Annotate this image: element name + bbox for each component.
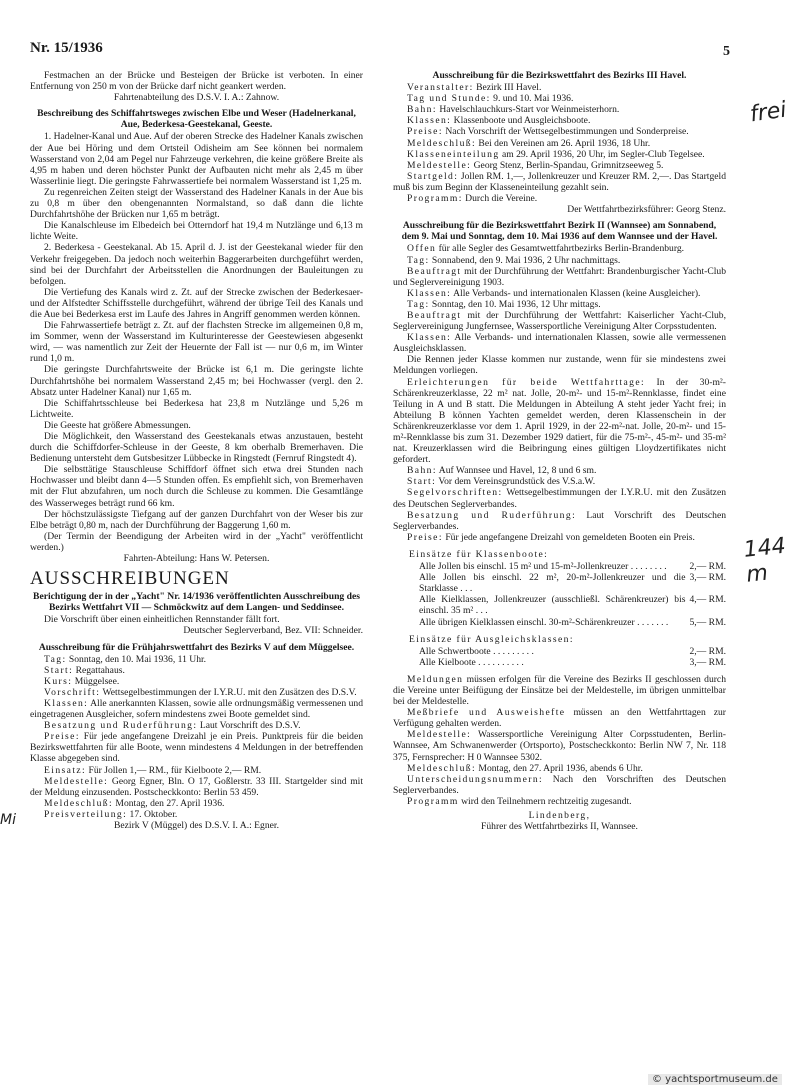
entry-text: Alle Verbands- und internationalen Klassen (keine Ausgleicher). bbox=[451, 287, 701, 299]
havel-title: Ausschreibung für die Bezirkswettfahrt des Bezirks III Havel. bbox=[432, 70, 687, 81]
entry-text: Wettsegelbestimmungen der I.Y.R.U. mit den Zusätzen des Deutschen Seglerverbandes. bbox=[393, 487, 726, 510]
entry-text: In der 30-m²-Schärenkreuzerklasse, 22 m² nat. Jolle, 20-m²- und 15-m²-Rennklasse, findet eine Teilung in A und B statt. Die Meldungen in Abteilung A steht jeder Yacht frei; in Abteilung B können Yachten gemeldet werden, deren Klassenschein in der Schärenkreuzerklasse vor dem 1. April 1929, in der 22-m²-nat. Jolle, 20-m²- und 15-m²-Rennklasse bis zum 31. Dezember 1929 datiert, für die 75-m²-, 45-m²- und 35-m² nat. Kreuzerklassen wird die Beibringung eines gültigen Lloydzertifikates nicht gefordert. bbox=[393, 376, 726, 466]
entry-text: Nach den Vorschriften des Deutschen Seglerverbandes. bbox=[393, 773, 726, 796]
entry-line bbox=[393, 82, 726, 93]
entry-text: Vor dem Vereinsgrundstück des V.S.a.W. bbox=[436, 476, 596, 488]
entry-line bbox=[30, 809, 363, 820]
waterway-paragraph: Die Fahrwassertiefe beträgt z. Zt. auf der flachsten Strecke im allgemeinen 0,8 m, im Sommer, wenn der Wasserstand im Kulturinteresse der Geestewiesen abgesenkt wird, — was namentlich zur Zeit der Heuernte der Fall ist — nur 0,6 m, im Winter rund 1,0 m. bbox=[30, 320, 363, 365]
fees-handicap-title: Einsätze für Ausgleichsklassen: bbox=[409, 633, 574, 645]
closing-list bbox=[393, 674, 726, 807]
entry-text: Bei den Vereinen am 26. April 1936, 18 Uhr. bbox=[476, 137, 651, 149]
entry-label: Preisverteilung: bbox=[44, 808, 128, 820]
entry-label: Meldeschluß: bbox=[407, 137, 477, 149]
entry-label: Tag: bbox=[407, 298, 430, 310]
waterway-paragraph: Die Vertiefung des Kanals wird z. Zt. auf der Strecke zwischen der Bederkesaer- und der Alfstedter Schiffsstelle durchgeführt, während der übrige Teil des Kanals und die Aue bei Bederkesa erst im Laufe des Jahres in Angriff genommen werden können. bbox=[30, 286, 363, 320]
entry-line bbox=[30, 798, 363, 809]
entry-line bbox=[393, 299, 726, 310]
handwritten-note-left: Mi bbox=[0, 812, 16, 828]
entry-text: Wettsegelbestimmungen der I.Y.R.U. mit den Zusätzen des D.S.V. bbox=[100, 686, 357, 698]
entry-label: Meldestelle: bbox=[407, 729, 472, 741]
havel-list bbox=[393, 82, 726, 204]
entry-label: Erleichterungen für beide Wettfahrttage: bbox=[407, 376, 646, 388]
entry-label: Veranstalter: bbox=[407, 82, 474, 94]
entry-label: Programm: bbox=[407, 193, 463, 205]
entry-line bbox=[30, 776, 363, 798]
fee-amount: 3,— RM. bbox=[689, 572, 726, 584]
fees-class-list bbox=[393, 561, 726, 628]
entry-line bbox=[393, 763, 726, 774]
entry-text: müssen an den Wettfahrttagen zur Verfügung gehalten werden. bbox=[393, 707, 726, 730]
entry-text: Bezirk III Havel. bbox=[473, 82, 542, 94]
entry-line bbox=[393, 171, 726, 193]
waterway-body bbox=[30, 131, 363, 553]
entry-line bbox=[393, 707, 726, 729]
entry-line bbox=[393, 138, 726, 149]
entry-text: Für jede angefangene Dreizahl von gemeldeten Booten ein Preis. bbox=[442, 531, 695, 543]
waterway-paragraph: Die selbsttätige Stauschleuse Schiffdorf öffnet sich etwa drei Stunden nach Hochwasser und bleibt dann 4—5 Stunden offen. Es empfiehlt sich, von Bremerhaven mit der Flut abzufahren, um noch durch die Schleuse zu kommen. Die Gesamtlänge des Wasserweges beträgt rund 66 km. bbox=[30, 464, 363, 509]
issue-number: Nr. 15/1936 bbox=[30, 40, 103, 56]
entry-label: Unterscheidungsnummern: bbox=[407, 773, 544, 785]
entry-text: Laut Vorschrift des Deutschen Seglerverbandes. bbox=[393, 509, 726, 532]
entry-line bbox=[393, 465, 726, 476]
entry-text: Montag, den 27. April 1936, abends 6 Uhr. bbox=[476, 762, 643, 774]
entry-line bbox=[393, 729, 726, 762]
entry-line bbox=[30, 765, 363, 776]
fee-row bbox=[419, 646, 726, 657]
entry-line bbox=[393, 674, 726, 707]
entry-line bbox=[30, 665, 363, 676]
entry-label: Startgeld: bbox=[407, 170, 459, 182]
fee-item: Alle Kielklassen, Jollenkreuzer (ausschließl. Schärenkreuzer) bis einschl. 35 m² . . . bbox=[419, 594, 686, 617]
right-column bbox=[393, 70, 726, 832]
entry-text: Sonntag, den 10. Mai 1936, 12 Uhr mittags. bbox=[429, 298, 601, 310]
wannsee-title: Ausschreibung für die Bezirkswettfahrt Bezirk II (Wannsee) am Sonnabend, dem 9. Mai und Sonntag, dem 10. Mai 1936 auf dem Wannsee und der Havel. bbox=[401, 220, 718, 243]
entry-line bbox=[393, 149, 726, 160]
entry-label: Beauftragt bbox=[407, 265, 462, 277]
entry-text: für alle Segler des Gesamtwettfahrtbezirks Berlin-Brandenburg. bbox=[436, 243, 685, 255]
intro-signature: Fahrtenabteilung des D.S.V. I. A.: Zahnow. bbox=[113, 92, 280, 104]
entry-text: 9. und 10. Mai 1936. bbox=[490, 93, 574, 105]
entry-line bbox=[393, 796, 726, 807]
entry-text: Georg Stenz, Berlin-Spandau, Grimnitzseeweg 5. bbox=[471, 159, 664, 171]
entry-label: Meldestelle: bbox=[407, 159, 472, 171]
entry-label: Vorschrift: bbox=[44, 686, 101, 698]
entry-line bbox=[393, 255, 726, 266]
entry-label: Preise: bbox=[407, 531, 443, 543]
spring-regatta-title: Ausschreibung für die Frühjahrswettfahrt des Bezirks V auf dem Müggelsee. bbox=[38, 641, 355, 653]
waterway-paragraph: Die geringste Durchfahrtsweite der Brücke ist 6,1 m. Die geringste lichte Durchfahrtshöhe bei normalem Wasserstand 2,45 m; bei Hochwasser (vergl. den 2. Absatz unter Hadelner Kanal) nur 1,65 m. bbox=[30, 364, 363, 398]
havel-signature: Der Wettfahrtbezirksführer: Georg Stenz. bbox=[567, 204, 726, 216]
waterway-paragraph: (Der Termin der Beendigung der Arbeiten wird in der „Yacht" veröffentlicht werden.) bbox=[30, 530, 363, 553]
entry-text: Für Jollen 1,— RM., für Kielboote 2,— RM. bbox=[86, 764, 262, 776]
intro-paragraph: Festmachen an der Brücke und Besteigen der Brücke ist verboten. In einer Entfernung von 250 m von der Brücke darf nicht geankert werden. bbox=[30, 70, 363, 93]
fee-amount: 2,— RM. bbox=[689, 561, 726, 573]
waterway-paragraph: Zu regenreichen Zeiten steigt der Wasserstand des Hadelner Kanals in der Aue bis zu 0,8 m über den obengenannten Normalstand, so daß dann die lichte Durchfahrtshöhe der Brücken nur 1,65 m beträgt. bbox=[30, 186, 363, 221]
entry-label: Bahn: bbox=[407, 104, 437, 116]
entry-line bbox=[393, 288, 726, 299]
entry-line bbox=[393, 243, 726, 254]
entry-label: Start: bbox=[407, 476, 437, 488]
watermark: © yachtsportmuseum.de bbox=[648, 1074, 782, 1085]
entry-line bbox=[393, 532, 726, 543]
entry-line bbox=[393, 774, 726, 796]
fee-amount: 3,— RM. bbox=[689, 656, 726, 668]
entry-label: Bahn: bbox=[407, 465, 437, 477]
entry-text: 17. Oktober. bbox=[127, 808, 178, 820]
fee-item: Alle Kielboote . . . . . . . . . . bbox=[419, 656, 524, 668]
entry-text: wird den Teilnehmern rechtzeitig zugesandt. bbox=[458, 795, 632, 807]
fee-row bbox=[419, 617, 726, 628]
waterway-paragraph: Die Kanalschleuse im Elbedeich bei Otterndorf hat 19,4 m Nutzlänge und 6,13 m lichte Weite. bbox=[30, 220, 363, 243]
entry-text: Müggelsee. bbox=[72, 675, 120, 687]
entry-text: müssen erfolgen für die Vereine des Bezirks II geschlossen durch die Vereine unter Beifügung der Einsätze bei der Meldestelle, im übrigen unmittelbar bei der Meldestelle. bbox=[393, 673, 726, 708]
entry-line bbox=[393, 266, 726, 288]
fees-class-title: Einsätze für Klassenboote: bbox=[409, 548, 549, 560]
waterway-paragraph: Der höchstzulässigste Tiefgang auf der ganzen Durchfahrt von der Weser bis zur Elbe beträgt 0,80 m, nach der Durchführung der Baggerung 1,60 m. bbox=[30, 508, 363, 531]
waterway-title: Beschreibung des Schiffahrtsweges zwischen Elbe und Weser (Hadelnerkanal, Aue, Bederkesa-Geestekanal, Geeste. bbox=[37, 108, 356, 131]
fee-amount: 2,— RM. bbox=[689, 645, 726, 657]
entry-text: Havelschlauchkurs-Start vor Weinmeisterhorn. bbox=[436, 104, 620, 116]
entry-label: Preise: bbox=[44, 731, 80, 743]
entry-line bbox=[30, 676, 363, 687]
wannsee-list bbox=[393, 243, 726, 543]
entry-text: Durch die Vereine. bbox=[462, 193, 538, 205]
entry-label: Segelvorschriften: bbox=[407, 487, 503, 499]
fees-handicap-list bbox=[393, 646, 726, 668]
fee-row bbox=[419, 657, 726, 668]
fee-item: Alle Jollen bis einschl. 22 m², 20-m²-Jollenkreuzer und die Starklasse . . . bbox=[419, 572, 686, 595]
entry-line bbox=[393, 354, 726, 376]
entry-label: Besatzung und Ruderführung: bbox=[44, 720, 198, 732]
entry-label: Meldungen bbox=[407, 673, 464, 685]
entry-label: Einsatz: bbox=[44, 764, 87, 776]
entry-line bbox=[30, 731, 363, 764]
entry-label: Tag: bbox=[44, 653, 67, 665]
fee-row bbox=[419, 594, 726, 616]
entry-line bbox=[30, 654, 363, 665]
entry-line bbox=[393, 510, 726, 532]
entry-label: Tag und Stunde: bbox=[407, 93, 491, 105]
entry-label: Programm bbox=[407, 795, 459, 807]
entry-line bbox=[393, 193, 726, 204]
entry-label: Meldeschluß: bbox=[44, 797, 114, 809]
entry-text: am 29. April 1936, 20 Uhr, im Segler-Club Tegelsee. bbox=[499, 148, 705, 160]
spring-regatta-signature: Bezirk V (Müggel) des D.S.V. I. A.: Egner. bbox=[114, 820, 279, 831]
entry-line bbox=[393, 310, 726, 332]
entry-line bbox=[30, 698, 363, 720]
waterway-paragraph: 1. Hadelner-Kanal und Aue. Auf der oberen Strecke des Hadelner Kanals zwischen der Aue bei Höring und dem Ortsteil Odisheim am See können bei normalem Wasserstand von 2,04 am Pegel nur Fahrzeuge verkehren, die keine größere Breite als 4,95 m haben und deren höchster Punkt der Aufbauten nicht mehr als 2,45 m über Wasserlinie liegt. Die geringste Fahrwassertiefe bei normalem Wasserstand ist 1,25 m. bbox=[30, 131, 363, 187]
entry-text: Die Rennen jeder Klasse kommen nur zustande, wenn für sie mindestens zwei Meldungen vorliegen. bbox=[393, 354, 726, 377]
entry-line bbox=[393, 104, 726, 115]
waterway-paragraph: Die Möglichkeit, den Wasserstand des Geestekanals etwas anzustauen, besteht durch die Schiffdorfer-Schleuse in der Geeste, 8 km oberhalb Bremerhaven. Die Bedienung untersteht dem Gutsbesitzer Lübbecke in Ringstedt (Fernruf Ringstedt 4). bbox=[30, 431, 363, 465]
fee-row bbox=[419, 572, 726, 594]
entry-text: Sonntag, den 10. Mai 1936, 11 Uhr. bbox=[66, 653, 207, 665]
fee-item: Alle Schwertboote . . . . . . . . . bbox=[419, 645, 534, 657]
entry-line bbox=[393, 115, 726, 126]
waterway-paragraph: Die Schiffahrtsschleuse bei Bederkesa hat 23,8 m Nutzlänge und 5,26 m Lichtweite. bbox=[30, 397, 363, 420]
entry-text: mit der Durchführung der Wettfahrt: Brandenburgischer Yacht-Club und Seglervereinigung 1903. bbox=[393, 265, 726, 288]
correction-text: Die Vorschrift über einen einheitlichen Rennstander fällt fort. bbox=[44, 614, 280, 626]
fee-item: Alle Jollen bis einschl. 15 m² und 15-m²-Jollenkreuzer . . . . . . . . bbox=[419, 561, 667, 573]
entry-label: Offen bbox=[407, 243, 437, 255]
entry-label: Kurs: bbox=[44, 675, 73, 687]
entry-label: Meldeschluß: bbox=[407, 762, 477, 774]
entry-label: Klassen: bbox=[407, 332, 452, 344]
entry-text: Für jede angefangene Dreizahl je ein Preis. Punktpreis für die beiden Bezirkswettfahrten für alle Boote, wenn mindestens 4 Meldungen in der betreffenden Klasse abgegeben sind. bbox=[30, 731, 363, 765]
entry-line bbox=[393, 126, 726, 137]
entry-text: Wassersportliche Vereinigung Alter Corpsstudenten, Berlin-Wannsee, Am Schwanenwerder (Ortsporto), Postscheckkonto: Berlin NW 7, Nr. 118 375, Fernsprecher: H 0 Wannsee 5302. bbox=[393, 729, 726, 763]
entry-text: mit der Durchführung der Wettfahrt: Kaiserlicher Yacht-Club, Seglervereinigung Jungfernsee, Wassersportliche Vereinigung Alter Corpsstudenten. bbox=[393, 309, 726, 333]
entry-line bbox=[393, 377, 726, 466]
entry-label: Meßbriefe und Ausweishefte bbox=[407, 707, 566, 719]
handwritten-note-top: frei bbox=[748, 97, 788, 128]
entry-label: Klassen: bbox=[407, 287, 452, 299]
entry-label: Klassen: bbox=[44, 697, 89, 709]
entry-text: Alle Verbands- und internationalen Klassen, sowie alle vermessenen Ausgleichsklassen. bbox=[393, 332, 726, 355]
entry-text: Auf Wannsee und Havel, 12, 8 und 6 sm. bbox=[436, 465, 597, 477]
fee-row bbox=[419, 561, 726, 572]
entry-label: Klasseneinteilung bbox=[407, 148, 500, 160]
left-column bbox=[30, 70, 363, 831]
waterway-signature: Fahrten-Abteilung: Hans W. Petersen. bbox=[123, 553, 270, 565]
final-signature-role: Führer des Wettfahrtbezirks II, Wannsee. bbox=[481, 821, 638, 833]
section-heading: AUSSCHREIBUNGEN bbox=[30, 568, 230, 590]
entry-text: Nach Vorschrift der Wettsegelbestimmungen und Sonderpreise. bbox=[442, 126, 689, 138]
entry-text: Regattahaus. bbox=[73, 664, 125, 676]
entry-label: Start: bbox=[44, 664, 74, 676]
page-number: 5 bbox=[723, 44, 730, 59]
entry-line bbox=[393, 332, 726, 354]
entry-text: Georg Egner, Bln. O 17, Goßlerstr. 33 III. Startgelder sind mit der Meldung einzusenden. Postscheckkonto: Berlin 53 459. bbox=[30, 775, 363, 798]
entry-label: Preise: bbox=[407, 126, 443, 138]
fee-item: Alle übrigen Kielklassen einschl. 30-m²-Schärenkreuzer . . . . . . . bbox=[419, 616, 669, 628]
entry-label: Besatzung und Ruderführung: bbox=[407, 509, 577, 521]
entry-text: Sonnabend, den 9. Mai 1936, 2 Uhr nachmittags. bbox=[429, 254, 621, 266]
entry-line bbox=[30, 687, 363, 698]
fee-amount: 5,— RM. bbox=[689, 616, 726, 628]
final-signature-name: Lindenberg, bbox=[528, 810, 591, 821]
entry-text: Montag, den 27. April 1936. bbox=[113, 797, 225, 809]
entry-line bbox=[393, 93, 726, 104]
entry-text: Jollen RM. 1,—, Jollenkreuzer und Kreuzer RM. 2,—. Das Startgeld muß bis zum Beginn der Klasseneinteilung gezahlt sein. bbox=[393, 170, 726, 193]
entry-text: Laut Vorschrift des D.S.V. bbox=[197, 720, 301, 732]
waterway-paragraph: 2. Bederkesa - Geestekanal. Ab 15. April d. J. ist der Geestekanal wieder für den Verkehr freigegeben. Da jedoch noch weiterhin Baggerarbeiten durchgeführt werden, sind bei der Durchfahrt der Arbeitsstellen die Anordnungen der Bauleitungen zu befolgen. bbox=[30, 242, 363, 287]
handwritten-note-middle: 144 m bbox=[742, 533, 787, 588]
spring-regatta-list bbox=[30, 654, 363, 820]
entry-line bbox=[393, 476, 726, 487]
entry-label: Meldestelle: bbox=[44, 775, 109, 787]
entry-text: Alle anerkannten Klassen, sowie alle ordnungsmäßig vermessenen und eingetragenen Ausgleicher, sofern mindestens zwei Boote gemeldet sind. bbox=[30, 697, 363, 721]
entry-text: Klassenboote und Ausgleichsboote. bbox=[451, 115, 591, 127]
correction-signature: Deutscher Seglerverband, Bez. VII: Schneider. bbox=[183, 625, 363, 637]
entry-label: Klassen: bbox=[407, 115, 452, 127]
fee-amount: 4,— RM. bbox=[689, 594, 726, 606]
entry-line bbox=[30, 720, 363, 731]
correction-title: Berichtigung der in der „Yacht" Nr. 14/1936 veröffentlichten Ausschreibung des Bezirks Wettfahrt VII — Schmöckwitz auf dem Langen- und Seddinsee. bbox=[33, 591, 360, 614]
waterway-paragraph: Die Geeste hat größere Abmessungen. bbox=[44, 419, 191, 431]
entry-line bbox=[393, 487, 726, 509]
entry-label: Beauftragt bbox=[407, 309, 462, 321]
entry-label: Tag: bbox=[407, 254, 430, 266]
entry-line bbox=[393, 160, 726, 171]
